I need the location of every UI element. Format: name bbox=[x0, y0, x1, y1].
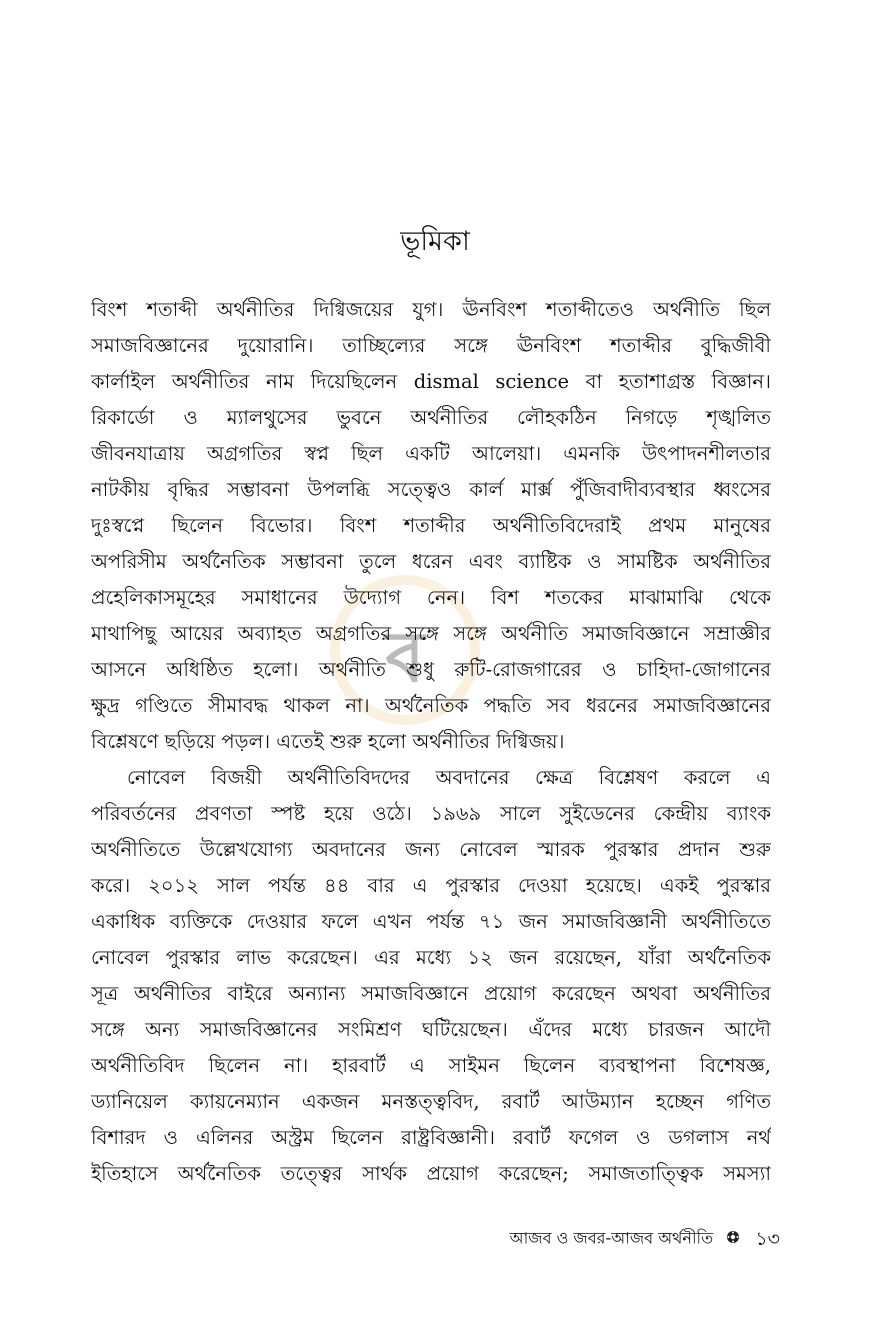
flower-ornament-icon bbox=[726, 1221, 740, 1257]
text-line: আসনে অধিষ্ঠিত হলো। অর্থনীতি শুধু রুটি-রোজগারের ও চাহিদা-জোগানের bbox=[91, 658, 771, 681]
text-line: কার্লাইল অর্থনীতির নাম দিয়েছিলেন dismal science বা হতাশাগ্রস্ত বিজ্ঞান। bbox=[91, 370, 771, 393]
text-line: অর্থনীতিবিদ ছিলেন না। হারবার্ট এ সাইমন ছিলেন ব্যবস্থাপনা বিশেষজ্ঞ, bbox=[91, 1054, 771, 1077]
text-line: বিশারদ ও এলিনর অস্ট্রম ছিলেন রাষ্ট্রবিজ্ঞানী। রবার্ট ফগেল ও ডগলাস নর্থ bbox=[91, 1126, 771, 1149]
body-text bbox=[91, 292, 771, 1192]
text-line: ক্ষুদ্র গণ্ডিতে সীমাবদ্ধ থাকল না। অর্থনৈতিক পদ্ধতি সব ধরনের সমাজবিজ্ঞানের bbox=[91, 694, 771, 717]
text-line: সমাজবিজ্ঞানের দুয়োরানি। তাচ্ছিল্যের সঙ্গে ঊনবিংশ শতাব্দীর বুদ্ধিজীবী bbox=[91, 334, 771, 357]
text-line: বিংশ শতাব্দী অর্থনীতির দিগ্বিজয়ের যুগ। ঊনবিংশ শতাব্দীতেও অর্থনীতি ছিল bbox=[91, 298, 771, 321]
page-footer bbox=[480, 1220, 780, 1256]
text-line: বিশ্লেষণে ছড়িয়ে পড়ল। এতেই শুরু হলো অর্থনীতির দিগ্বিজয়। bbox=[91, 730, 565, 753]
text-line: জীবনযাত্রায় অগ্রগতির স্বপ্ন ছিল একটি আলেয়া। এমনকি উৎপাদনশীলতার bbox=[91, 442, 771, 465]
running-title: আজব ও জবর-আজব অর্থনীতি bbox=[509, 1228, 714, 1248]
page-number: ১৩ bbox=[755, 1227, 780, 1250]
text-line: মাথাপিছু আয়ের অব্যাহত অগ্রগতির সঙ্গে সঙ্গে অর্থনীতি সমাজবিজ্ঞানে সম্রাজ্ঞীর bbox=[91, 622, 771, 645]
text-line: ড্যানিয়েল ক্যায়নেম্যান একজন মনস্তত্ত্ববিদ, রবার্ট আউম্যান হচ্ছেন গণিত bbox=[91, 1090, 771, 1113]
text-line: করে। ২০১২ সাল পর্যন্ত ৪৪ বার এ পুরস্কার দেওয়া হয়েছে। একই পুরস্কার bbox=[91, 874, 771, 897]
text-line: ইতিহাসে অর্থনৈতিক তত্ত্বের সার্থক প্রয়োগ করেছেন; সমাজতাত্ত্বিক সমস্যা bbox=[91, 1162, 771, 1185]
text-line: সূত্র অর্থনীতির বাইরে অন্যান্য সমাজবিজ্ঞানে প্রয়োগ করেছেন অথবা অর্থনীতির bbox=[91, 982, 771, 1005]
paragraph-1 bbox=[91, 292, 771, 760]
text-line: রিকার্ডো ও ম্যালথুসের ভুবনে অর্থনীতির লৌহকঠিন নিগড়ে শৃঙ্খলিত bbox=[91, 406, 771, 429]
text-line: প্রহেলিকাসমূহের সমাধানের উদ্যোগ নেন। বিশ শতকের মাঝামাঝি থেকে bbox=[91, 586, 771, 609]
text-line: একাধিক ব্যক্তিকে দেওয়ার ফলে এখন পর্যন্ত ৭১ জন সমাজবিজ্ঞানী অর্থনীতিতে bbox=[91, 910, 771, 933]
text-line: নাটকীয় বৃদ্ধির সম্ভাবনা উপলব্ধি সত্ত্বেও কার্ল মার্ক্স পুঁজিবাদীব্যবস্থার ধ্বংসের bbox=[91, 478, 771, 501]
text-line: সঙ্গে অন্য সমাজবিজ্ঞানের সংমিশ্রণ ঘটিয়েছেন। এঁদের মধ্যে চারজন আদৌ bbox=[91, 1018, 771, 1041]
text-line: পরিবর্তনের প্রবণতা স্পষ্ট হয়ে ওঠে। ১৯৬৯ সালে সুইডেনের কেন্দ্রীয় ব্যাংক bbox=[91, 802, 771, 825]
text-line: অপরিসীম অর্থনৈতিক সম্ভাবনা তুলে ধরেন এবং ব্যাষ্টিক ও সামষ্টিক অর্থনীতির bbox=[91, 550, 771, 573]
text-line: নোবেল বিজয়ী অর্থনীতিবিদদের অবদানের ক্ষেত্র বিশ্লেষণ করলে এ bbox=[127, 766, 771, 789]
chapter-title: ভূমিকা bbox=[400, 226, 470, 257]
text-line: অর্থনীতিতে উল্লেখযোগ্য অবদানের জন্য নোবেল স্মারক পুরস্কার প্রদান শুরু bbox=[91, 838, 771, 861]
text-line: দুঃস্বপ্নে ছিলেন বিভোর। বিংশ শতাব্দীর অর্থনীতিবিদেরাই প্রথম মানুষের bbox=[91, 514, 771, 537]
watermark-letter: ব bbox=[385, 616, 425, 698]
paragraph-2 bbox=[91, 760, 771, 1192]
text-line: নোবেল পুরস্কার লাভ করেছেন। এর মধ্যে ১২ জন রয়েছেন, যাঁরা অর্থনৈতিক bbox=[91, 946, 771, 969]
